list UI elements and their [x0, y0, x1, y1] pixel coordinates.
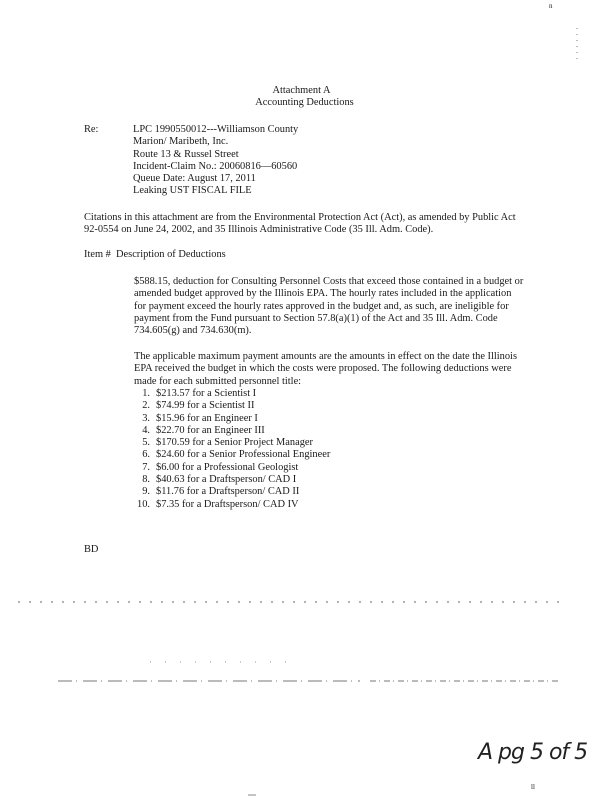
- attachment-subtitle: Accounting Deductions: [255, 97, 354, 108]
- re-line: LPC 1990550012---Williamson County: [133, 124, 299, 135]
- citations-paragraph: Citations in this attachment are from the Environmental Protection Act (Act), as amended by Public Act 92-0554 on June 24, 2002, and 35 Illinois Administrative Code (35 Ill. Adm. Code).: [84, 212, 516, 236]
- list-item: 8. $40.63 for a Draftsperson/ CAD I: [142, 474, 297, 486]
- list-item: 6. $24.60 for a Senior Professional Engineer: [142, 449, 331, 461]
- list-item: 10. $7.35 for a Draftsperson/ CAD IV: [137, 498, 299, 510]
- list-item: 1. $213.57 for a Scientist I: [142, 388, 257, 399]
- handwritten-page-note: A pg 5 of 5: [478, 740, 588, 765]
- corner-mark: n: [549, 2, 553, 10]
- list-item: 5. $170.59 for a Senior Project Manager: [142, 437, 313, 449]
- item-header: Item # Description of Deductions: [84, 249, 226, 260]
- list-item: 4. $22.70 for an Engineer III: [142, 424, 265, 436]
- re-line: Leaking UST FISCAL FILE: [133, 185, 252, 197]
- re-line: Marion/ Maribeth, Inc.: [133, 136, 229, 148]
- initials: BD: [84, 544, 99, 555]
- deduction-list: [134, 388, 434, 511]
- attachment-title: Attachment A: [272, 85, 331, 96]
- list-item: 2. $74.99 for a Scientist II: [142, 400, 255, 412]
- list-item: 3. $15.96 for an Engineer I: [142, 412, 258, 424]
- maximum-payment-paragraph: The applicable maximum payment amounts are the amounts in effect on the date the Illinois EPA received the budget in which the costs were proposed. The following deductions were made for each submitted personnel title:: [134, 351, 517, 387]
- re-line: Incident-Claim No.: 20060816—60560: [133, 160, 298, 172]
- re-block: [133, 124, 298, 198]
- re-line: Queue Date: August 17, 2011: [133, 173, 256, 185]
- list-item: 7. $6.00 for a Professional Geologist: [142, 461, 299, 473]
- list-item: 9. $11.76 for a Draftsperson/ CAD II: [142, 486, 300, 498]
- re-line: Route 13 & Russel Street: [133, 148, 239, 160]
- deduction-paragraph: $588.15, deduction for Consulting Personnel Costs that exceed those contained in a budget or amended budget approved by the Illinois EPA. The hourly rates included in the application for payment exceed the hourly rates approved in the budget and, as such, are ineligible for payment from the Fund pursuant to Section 57.8(a)(1) of the Act and 35 Ill. Adm. Code 734.605(g) and 734.630(m).: [134, 276, 524, 337]
- re-label: Re:: [84, 124, 99, 135]
- bottom-mark-text: ll: [531, 783, 535, 791]
